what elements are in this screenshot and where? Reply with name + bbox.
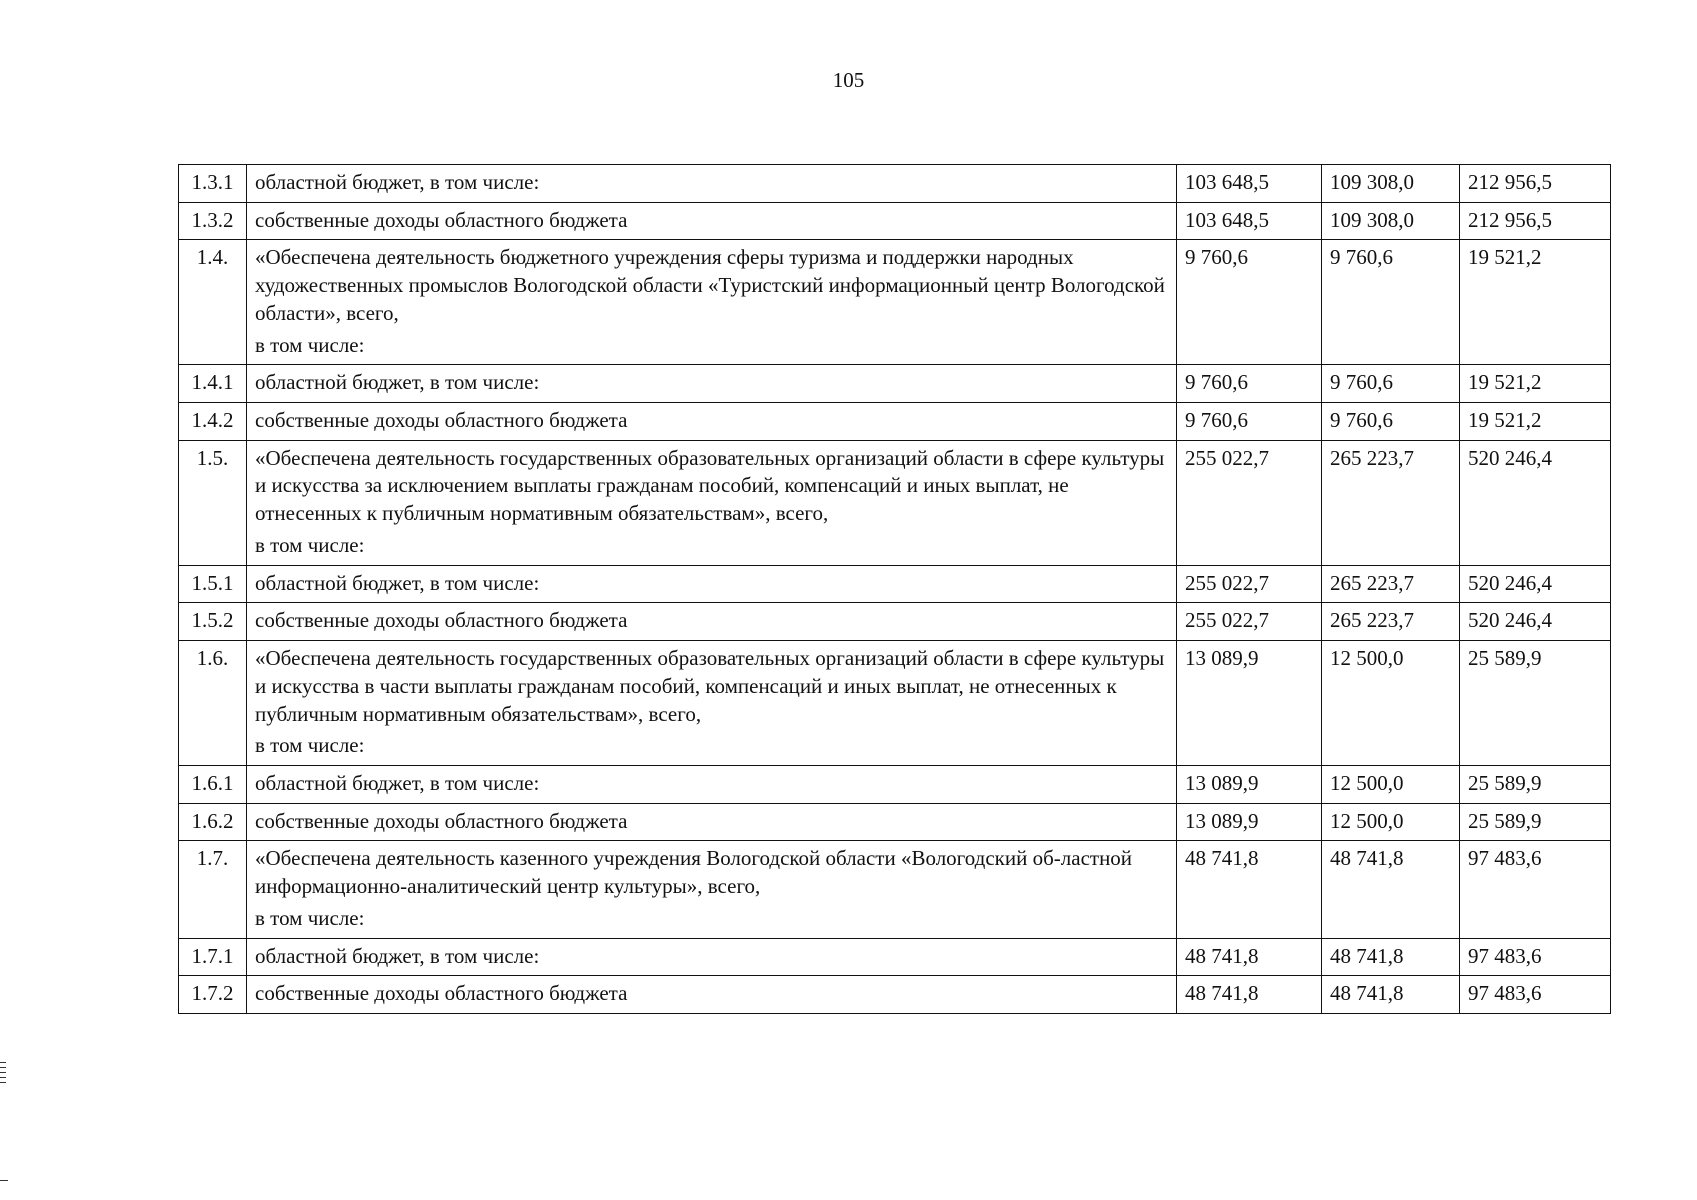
row-value-1: 255 022,7 xyxy=(1177,440,1322,565)
table-row xyxy=(179,240,1611,365)
row-description: областной бюджет, в том числе: xyxy=(255,170,540,194)
row-value-3: 19 521,2 xyxy=(1460,240,1611,365)
row-value-3: 25 589,9 xyxy=(1460,641,1611,766)
row-value-3: 19 521,2 xyxy=(1460,365,1611,403)
table-row xyxy=(179,841,1611,938)
row-description-cell xyxy=(247,403,1177,441)
row-value-3: 25 589,9 xyxy=(1460,803,1611,841)
row-description: «Обеспечена деятельность бюджетного учреждения сферы туризма и поддержки народных художественных промыслов Вологодской области «Туристский информационный центр Вологодской области», всего, xyxy=(255,245,1165,325)
page-number: 105 xyxy=(832,68,865,92)
row-number: 1.7.1 xyxy=(179,938,247,976)
row-description: собственные доходы областного бюджета xyxy=(255,207,628,232)
row-description-cell xyxy=(247,841,1177,938)
table-row xyxy=(179,938,1611,976)
row-description-cell xyxy=(247,976,1177,1014)
row-description: областной бюджет, в том числе: xyxy=(255,570,540,595)
row-description-cell xyxy=(247,202,1177,240)
row-description: собственные доходы областного бюджета xyxy=(255,808,628,833)
row-number: 1.4. xyxy=(179,240,247,365)
row-value-1: 48 741,8 xyxy=(1177,841,1322,938)
budget-table-body xyxy=(179,165,1611,1014)
row-value-2: 48 741,8 xyxy=(1322,976,1460,1014)
row-description-cell xyxy=(247,938,1177,976)
table-row xyxy=(179,403,1611,441)
row-value-2: 12 500,0 xyxy=(1322,641,1460,766)
table-row xyxy=(179,976,1611,1014)
row-value-1: 103 648,5 xyxy=(1177,202,1322,240)
row-value-1: 9 760,6 xyxy=(1177,240,1322,365)
row-value-2: 109 308,0 xyxy=(1322,165,1460,203)
table-row xyxy=(179,603,1611,641)
table-row xyxy=(179,440,1611,565)
row-value-2: 109 308,0 xyxy=(1322,202,1460,240)
row-value-3: 25 589,9 xyxy=(1460,765,1611,803)
row-value-3: 19 521,2 xyxy=(1460,403,1611,441)
row-value-3: 212 956,5 xyxy=(1460,202,1611,240)
row-number: 1.7.2 xyxy=(179,976,247,1014)
row-value-1: 13 089,9 xyxy=(1177,641,1322,766)
row-number: 1.6. xyxy=(179,641,247,766)
row-description: «Обеспечена деятельность государственных образовательных организаций области в сфере культуры и искусства в части выплаты гражданам пособий, компенсаций и иных выплат, не отнесенных к публичным нормативным обязательствам», всего, xyxy=(255,646,1165,726)
row-description-cell xyxy=(247,641,1177,766)
row-description: «Обеспечена деятельность казенного учреждения Вологодской области «Вологодский об-ластной информационно-аналитический центр культуры», всего, xyxy=(255,846,1133,899)
row-value-2: 48 741,8 xyxy=(1322,938,1460,976)
row-description-cell xyxy=(247,565,1177,603)
row-description: собственные доходы областного бюджета xyxy=(255,408,628,433)
row-value-2: 265 223,7 xyxy=(1322,603,1460,641)
scan-edge-dash xyxy=(0,1180,8,1181)
row-value-1: 255 022,7 xyxy=(1177,603,1322,641)
row-description: областной бюджет, в том числе: xyxy=(255,370,540,395)
row-description-cell xyxy=(247,603,1177,641)
row-description-cell xyxy=(247,365,1177,403)
row-description: областной бюджет, в том числе: xyxy=(255,770,540,795)
row-value-1: 13 089,9 xyxy=(1177,803,1322,841)
table-row xyxy=(179,803,1611,841)
row-value-3: 520 246,4 xyxy=(1460,603,1611,641)
row-value-2: 265 223,7 xyxy=(1322,440,1460,565)
row-value-2: 9 760,6 xyxy=(1322,403,1460,441)
row-description-tail: в том числе: xyxy=(255,733,365,758)
row-description-cell xyxy=(247,803,1177,841)
row-value-1: 103 648,5 xyxy=(1177,165,1322,203)
row-value-1: 9 760,6 xyxy=(1177,403,1322,441)
table-row xyxy=(179,165,1611,203)
row-number: 1.4.1 xyxy=(179,365,247,403)
row-value-2: 48 741,8 xyxy=(1322,841,1460,938)
row-value-1: 255 022,7 xyxy=(1177,565,1322,603)
row-description: собственные доходы областного бюджета xyxy=(255,981,628,1006)
row-description: собственные доходы областного бюджета xyxy=(255,608,628,633)
row-description-tail: в том числе: xyxy=(255,532,365,557)
row-description-cell xyxy=(247,440,1177,565)
row-description: областной бюджет, в том числе: xyxy=(255,943,540,968)
row-number: 1.6.1 xyxy=(179,765,247,803)
table-row xyxy=(179,641,1611,766)
row-value-2: 9 760,6 xyxy=(1322,240,1460,365)
scan-edge-marks xyxy=(0,1062,6,1087)
row-number: 1.6.2 xyxy=(179,803,247,841)
row-number: 1.7. xyxy=(179,841,247,938)
row-number: 1.4.2 xyxy=(179,403,247,441)
row-value-2: 9 760,6 xyxy=(1322,365,1460,403)
table-row xyxy=(179,565,1611,603)
row-description-cell xyxy=(247,165,1177,203)
row-description-cell xyxy=(247,765,1177,803)
row-value-3: 520 246,4 xyxy=(1460,565,1611,603)
row-value-3: 97 483,6 xyxy=(1460,976,1611,1014)
row-value-1: 13 089,9 xyxy=(1177,765,1322,803)
row-number: 1.3.2 xyxy=(179,202,247,240)
row-value-3: 212 956,5 xyxy=(1460,165,1611,203)
row-value-1: 48 741,8 xyxy=(1177,938,1322,976)
row-value-1: 9 760,6 xyxy=(1177,365,1322,403)
row-number: 1.5.1 xyxy=(179,565,247,603)
budget-table xyxy=(178,164,1611,1014)
row-description-cell xyxy=(247,240,1177,365)
row-number: 1.5.2 xyxy=(179,603,247,641)
row-value-3: 97 483,6 xyxy=(1460,938,1611,976)
row-value-3: 520 246,4 xyxy=(1460,440,1611,565)
table-row xyxy=(179,202,1611,240)
row-description-tail: в том числе: xyxy=(255,332,365,357)
row-value-2: 12 500,0 xyxy=(1322,803,1460,841)
row-description: «Обеспечена деятельность государственных образовательных организаций области в сфере культуры и искусства за исключением выплаты гражданам пособий, компенсаций и иных выплат, не отнесенных к публичным нормативным обязательствам», всего, xyxy=(255,445,1165,526)
row-description-tail: в том числе: xyxy=(255,905,365,930)
row-value-2: 265 223,7 xyxy=(1322,565,1460,603)
table-row xyxy=(179,765,1611,803)
row-value-2: 12 500,0 xyxy=(1322,765,1460,803)
row-value-1: 48 741,8 xyxy=(1177,976,1322,1014)
row-number: 1.3.1 xyxy=(179,165,247,203)
table-row xyxy=(179,365,1611,403)
row-value-3: 97 483,6 xyxy=(1460,841,1611,938)
row-number: 1.5. xyxy=(179,440,247,565)
